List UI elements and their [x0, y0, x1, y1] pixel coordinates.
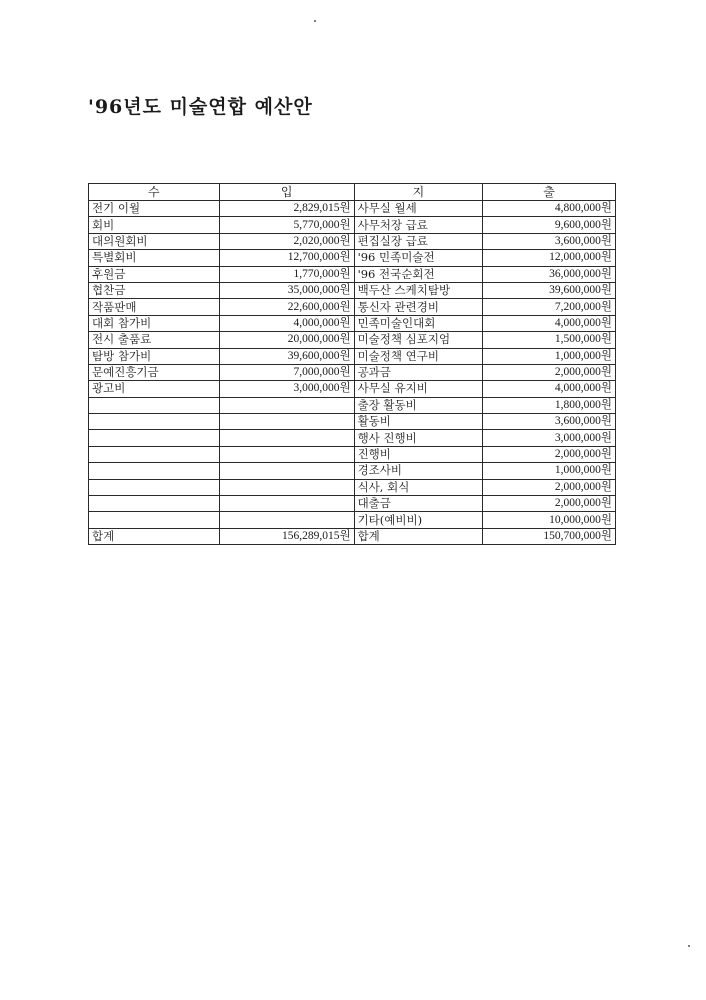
expense-amount-cell: 3,600,000원	[483, 414, 616, 430]
income-item-cell	[89, 463, 220, 479]
expense-item-cell: 사무처장 급료	[354, 217, 483, 233]
table-row	[89, 463, 616, 479]
expense-item-cell: 활동비	[354, 414, 483, 430]
income-amount-cell: 5,770,000원	[219, 217, 354, 233]
income-item-cell: 광고비	[89, 381, 220, 397]
expense-amount-cell: 2,000,000원	[483, 446, 616, 462]
income-item-cell	[89, 430, 220, 446]
expense-item-cell: 행사 진행비	[354, 430, 483, 446]
expense-item-cell: 미술정책 연구비	[354, 348, 483, 364]
expense-amount-cell: 2,000,000원	[483, 479, 616, 495]
income-amount-cell: 7,000,000원	[219, 364, 354, 380]
header-su: 수	[89, 184, 220, 201]
income-amount-cell: 3,000,000원	[219, 381, 354, 397]
income-item-cell: 전기 이월	[89, 201, 220, 217]
income-item-cell: 탐방 참가비	[89, 348, 220, 364]
income-amount-cell	[219, 512, 354, 528]
expense-amount-cell: 1,500,000원	[483, 332, 616, 348]
income-item-cell: 특별회비	[89, 250, 220, 266]
expense-amount-cell: 10,000,000원	[483, 512, 616, 528]
expense-item-cell: 경조사비	[354, 463, 483, 479]
table-header-row	[89, 184, 616, 201]
income-item-cell	[89, 512, 220, 528]
income-item-cell: 협찬금	[89, 282, 220, 298]
income-item-cell	[89, 479, 220, 495]
expense-amount-cell: 2,000,000원	[483, 364, 616, 380]
table-row	[89, 496, 616, 512]
header-ji: 지	[354, 184, 483, 201]
expense-item-cell: 진행비	[354, 446, 483, 462]
document-title: '96년도 미술연합 예산안	[88, 96, 313, 118]
table-row	[89, 282, 616, 298]
expense-item-cell: 공과금	[354, 364, 483, 380]
income-amount-cell: 2,829,015원	[219, 201, 354, 217]
income-amount-cell: 39,600,000원	[219, 348, 354, 364]
expense-amount-cell: 2,000,000원	[483, 496, 616, 512]
table-row	[89, 250, 616, 266]
expense-amount-cell: 4,000,000원	[483, 315, 616, 331]
income-item-cell: 문예진흥기금	[89, 364, 220, 380]
income-amount-cell	[219, 430, 354, 446]
expense-amount-cell: 150,700,000원	[483, 528, 616, 544]
expense-item-cell: 미술정책 심포지엄	[354, 332, 483, 348]
income-amount-cell: 156,289,015원	[219, 528, 354, 544]
budget-table	[88, 183, 616, 545]
expense-amount-cell: 9,600,000원	[483, 217, 616, 233]
table-row	[89, 446, 616, 462]
income-item-cell: 후원금	[89, 266, 220, 282]
income-amount-cell	[219, 446, 354, 462]
income-amount-cell	[219, 479, 354, 495]
income-amount-cell: 2,020,000원	[219, 233, 354, 249]
table-row	[89, 479, 616, 495]
income-amount-cell	[219, 496, 354, 512]
table-row	[89, 233, 616, 249]
expense-item-cell: 합계	[354, 528, 483, 544]
income-amount-cell: 4,000,000원	[219, 315, 354, 331]
expense-amount-cell: 1,000,000원	[483, 463, 616, 479]
expense-amount-cell: 4,800,000원	[483, 201, 616, 217]
income-amount-cell	[219, 463, 354, 479]
income-item-cell: 회비	[89, 217, 220, 233]
table-row	[89, 315, 616, 331]
income-item-cell: 대회 참가비	[89, 315, 220, 331]
expense-item-cell: 통신자 관련경비	[354, 299, 483, 315]
header-chul: 출	[483, 184, 616, 201]
income-item-cell	[89, 496, 220, 512]
table-row	[89, 397, 616, 413]
table-row	[89, 414, 616, 430]
expense-item-cell: 편집실장 급료	[354, 233, 483, 249]
income-amount-cell: 35,000,000원	[219, 282, 354, 298]
table-row	[89, 430, 616, 446]
income-item-cell: 작품판매	[89, 299, 220, 315]
header-ip: 입	[219, 184, 354, 201]
income-item-cell	[89, 414, 220, 430]
table-row	[89, 364, 616, 380]
expense-item-cell: 사무실 유지비	[354, 381, 483, 397]
scan-speck	[314, 20, 316, 22]
expense-amount-cell: 39,600,000원	[483, 282, 616, 298]
expense-amount-cell: 3,600,000원	[483, 233, 616, 249]
expense-item-cell: '96 민족미술전	[354, 250, 483, 266]
income-amount-cell: 12,700,000원	[219, 250, 354, 266]
table-row	[89, 217, 616, 233]
table-row	[89, 348, 616, 364]
table-row	[89, 512, 616, 528]
income-amount-cell: 20,000,000원	[219, 332, 354, 348]
table-row	[89, 266, 616, 282]
income-amount-cell: 1,770,000원	[219, 266, 354, 282]
table-row	[89, 381, 616, 397]
expense-amount-cell: 1,000,000원	[483, 348, 616, 364]
expense-item-cell: 기타(예비비)	[354, 512, 483, 528]
expense-amount-cell: 36,000,000원	[483, 266, 616, 282]
expense-amount-cell: 1,800,000원	[483, 397, 616, 413]
table-row	[89, 201, 616, 217]
expense-item-cell: '96 전국순회전	[354, 266, 483, 282]
expense-item-cell: 식사, 회식	[354, 479, 483, 495]
expense-amount-cell: 12,000,000원	[483, 250, 616, 266]
expense-amount-cell: 7,200,000원	[483, 299, 616, 315]
expense-item-cell: 사무실 월세	[354, 201, 483, 217]
income-item-cell: 대의원회비	[89, 233, 220, 249]
income-amount-cell	[219, 414, 354, 430]
expense-item-cell: 대출금	[354, 496, 483, 512]
expense-amount-cell: 4,000,000원	[483, 381, 616, 397]
table-row	[89, 299, 616, 315]
income-item-cell	[89, 446, 220, 462]
scan-speck	[688, 945, 690, 947]
expense-item-cell: 출장 활동비	[354, 397, 483, 413]
expense-item-cell: 백두산 스케치탐방	[354, 282, 483, 298]
expense-item-cell: 민족미술인대회	[354, 315, 483, 331]
table-row	[89, 332, 616, 348]
total-row	[89, 528, 616, 544]
expense-amount-cell: 3,000,000원	[483, 430, 616, 446]
income-amount-cell	[219, 397, 354, 413]
income-item-cell	[89, 397, 220, 413]
income-amount-cell: 22,600,000원	[219, 299, 354, 315]
income-item-cell: 합계	[89, 528, 220, 544]
income-item-cell: 전시 출품료	[89, 332, 220, 348]
